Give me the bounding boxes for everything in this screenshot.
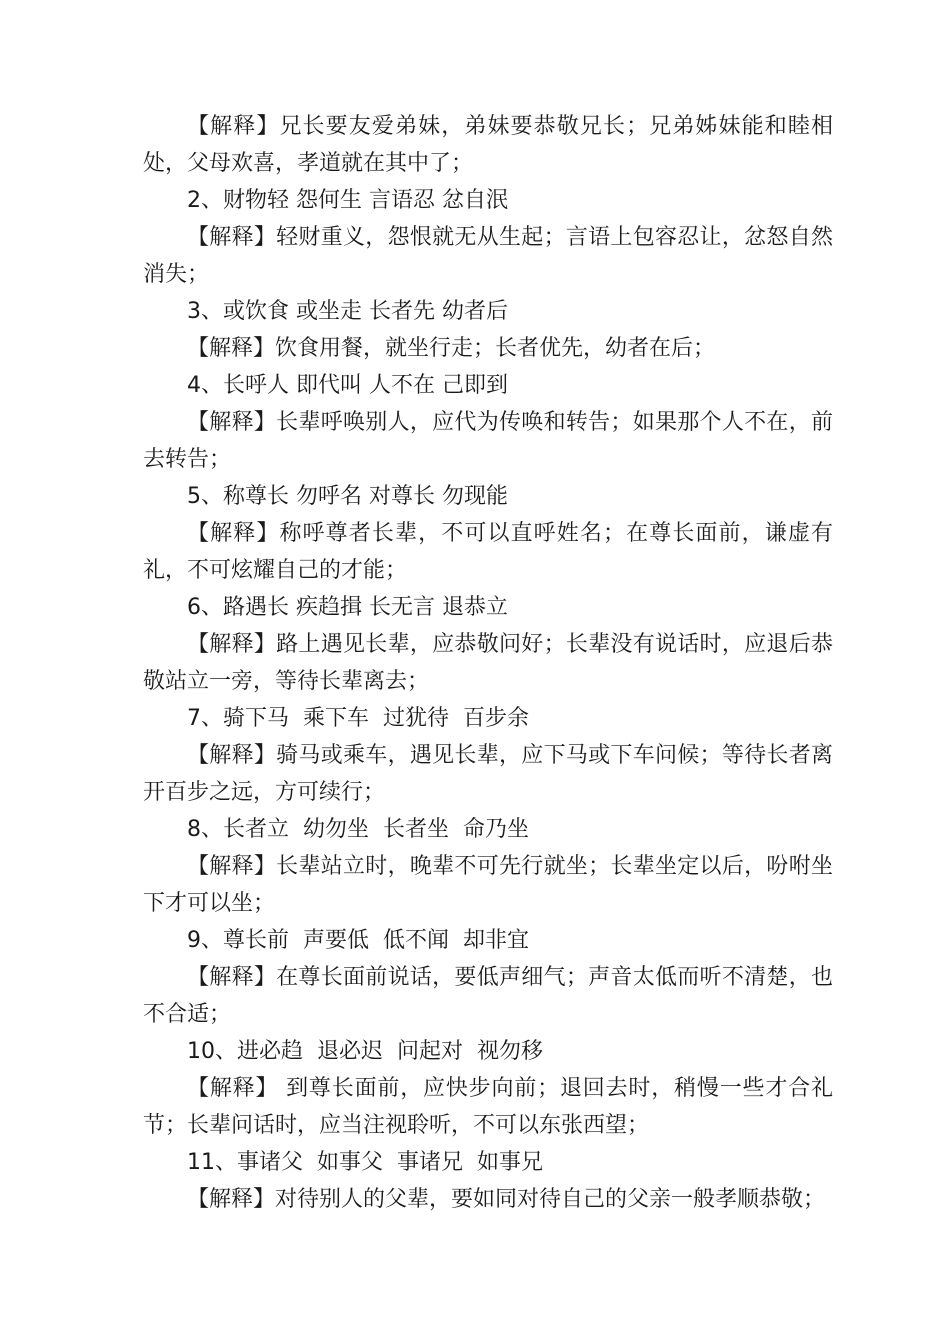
paragraph-explanation: 【解释】称呼尊者长辈，不可以直呼姓名；在尊长面前，谦虚有礼，不可炫耀自己的才能；	[143, 521, 833, 583]
paragraph-verse: 2、财物轻 怨何生 言语忍 忿自泯	[187, 188, 508, 213]
paragraph-explanation: 【解释】路上遇见长辈，应恭敬问好；长辈没有说话时，应退后恭敬站立一旁，等待长辈离去；	[143, 632, 833, 694]
paragraph-explanation: 【解释】长辈呼唤别人，应代为传唤和转告；如果那个人不在，前去转告；	[143, 410, 833, 472]
paragraph-explanation: 【解释】轻财重义，怨恨就无从生起；言语上包容忍让，忿怒自然消失；	[143, 225, 833, 287]
paragraph-verse: 3、或饮食 或坐走 长者先 幼者后	[187, 299, 508, 324]
paragraph-explanation: 【解释】饮食用餐，就坐行走；长者优先，幼者在后；	[187, 336, 716, 361]
paragraph-explanation: 【解释】在尊长面前说话，要低声细气；声音太低而听不清楚，也不合适；	[143, 965, 833, 1027]
paragraph-verse: 10、进必趋 退必迟 问起对 视勿移	[187, 1039, 543, 1064]
paragraph-verse: 7、骑下马 乘下车 过犹待 百步余	[187, 706, 529, 731]
paragraph-verse: 6、路遇长 疾趋揖 长无言 退恭立	[187, 595, 508, 620]
paragraph-verse: 5、称尊长 勿呼名 对尊长 勿现能	[187, 484, 508, 509]
paragraph-explanation: 【解释】兄长要友爱弟妹，弟妹要恭敬兄长；兄弟姊妹能和睦相处，父母欢喜，孝道就在其中了；	[143, 114, 833, 176]
document-body	[143, 108, 833, 1218]
paragraph-verse: 4、长呼人 即代叫 人不在 己即到	[187, 373, 508, 398]
paragraph-explanation: 【解释】 到尊长面前，应快步向前；退回去时，稍慢一些才合礼节；长辈问话时，应当注视聆听，不可以东张西望；	[143, 1076, 833, 1138]
paragraph-explanation: 【解释】骑马或乘车，遇见长辈，应下马或下车问候；等待长者离开百步之远，方可续行；	[143, 743, 833, 805]
paragraph-explanation: 【解释】长辈站立时，晚辈不可先行就坐；长辈坐定以后，吩咐坐下才可以坐；	[143, 854, 833, 916]
paragraph-verse: 8、长者立 幼勿坐 长者坐 命乃坐	[187, 817, 529, 842]
paragraph-verse: 11、事诸父 如事父 事诸兄 如事兄	[187, 1150, 543, 1175]
paragraph-verse: 9、尊长前 声要低 低不闻 却非宜	[187, 928, 529, 953]
paragraph-explanation: 【解释】对待别人的父辈，要如同对待自己的父亲一般孝顺恭敬；	[187, 1187, 826, 1212]
